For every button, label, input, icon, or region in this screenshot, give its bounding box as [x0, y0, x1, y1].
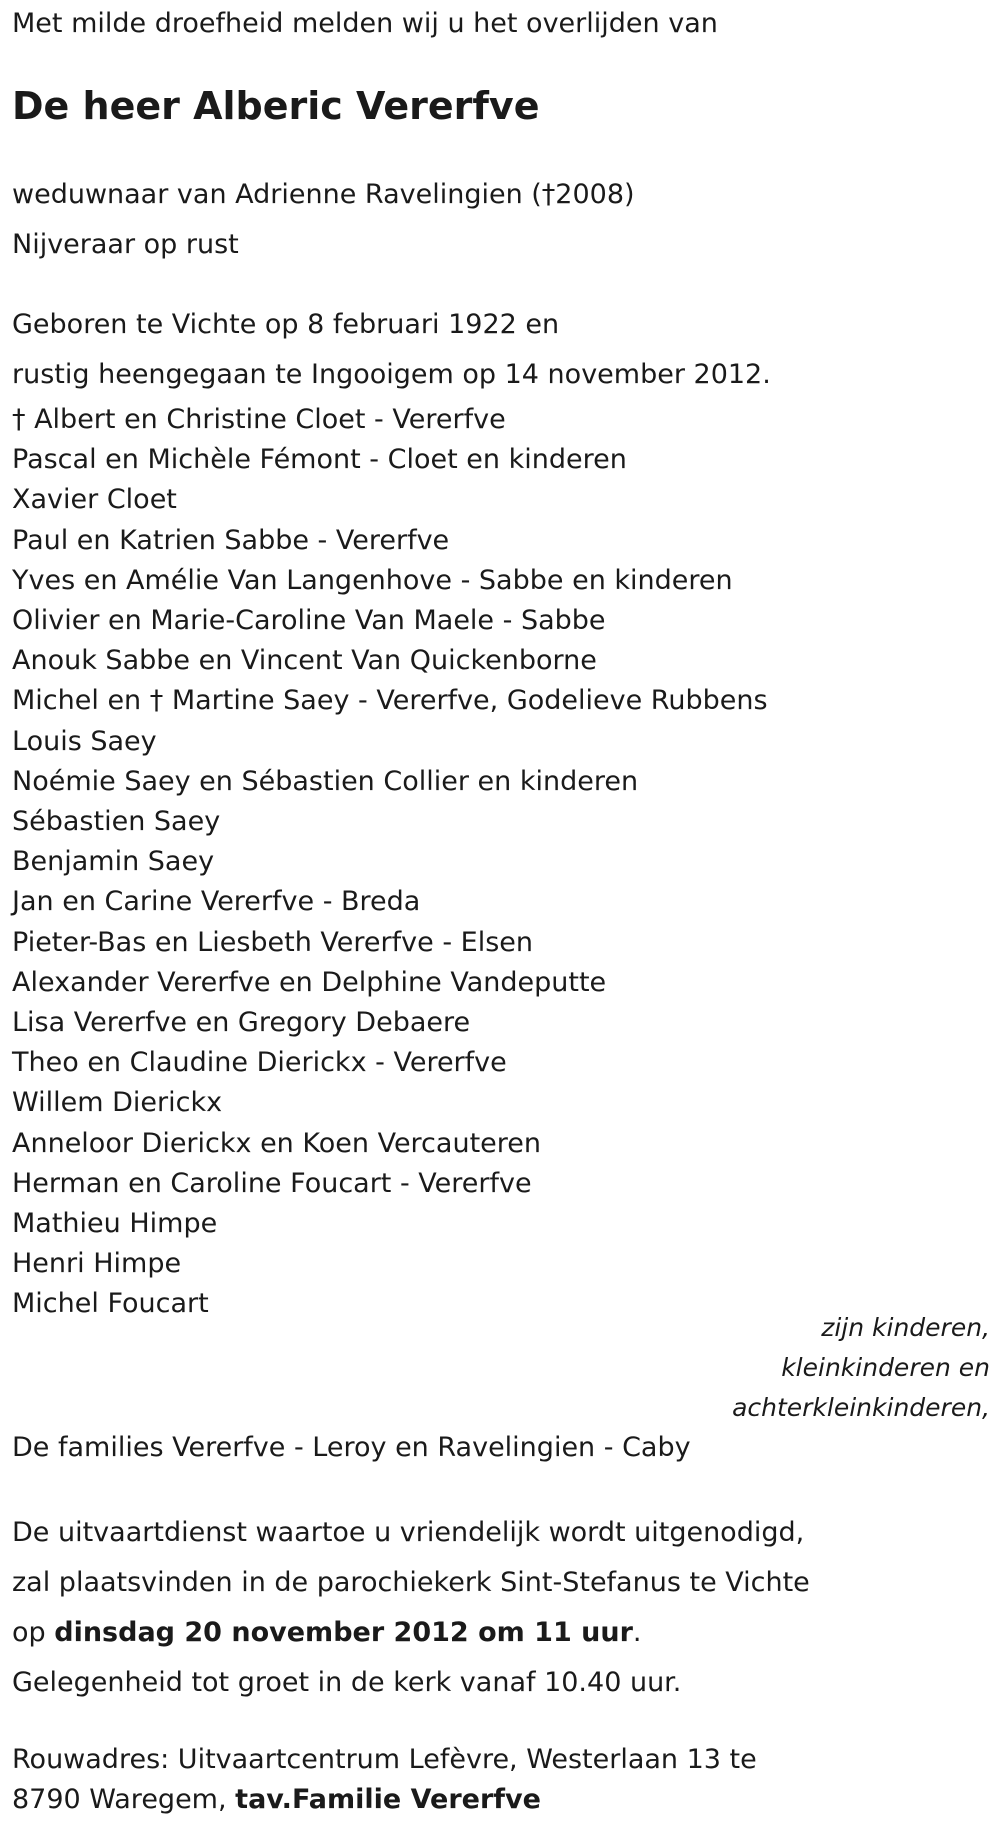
passing-line: rustig heengegaan te Ingooigem op 14 november 2012.: [12, 359, 771, 390]
birth-death-info: [12, 300, 771, 400]
family-member: Henri Himpe: [12, 1248, 182, 1280]
service-line-2: zal plaatsvinden in de parochiekerk Sint-Stefanus te Vichte: [12, 1567, 810, 1598]
family-member: Pieter-Bas en Liesbeth Vererfve - Elsen: [12, 926, 533, 958]
widower-line: weduwnaar van Adrienne Ravelingien (†2008): [12, 179, 635, 210]
address-attention: tav.Familie Vererfve: [235, 1784, 541, 1815]
birth-line: Geboren te Vichte op 8 februari 1922 en: [12, 309, 560, 340]
family-member: Lisa Vererfve en Gregory Debaere: [12, 1007, 471, 1039]
family-member: Michel Foucart: [12, 1288, 209, 1320]
family-member: Benjamin Saey: [12, 846, 215, 878]
family-member: Noémie Saey en Sébastien Collier en kinderen: [12, 765, 639, 797]
family-member: Alexander Vererfve en Delphine Vandeputte: [12, 966, 607, 998]
family-member: Pascal en Michèle Fémont - Cloet en kinderen: [12, 444, 627, 476]
family-member: Olivier en Marie-Caroline Van Maele - Sabbe: [12, 605, 606, 637]
intro-text: Met milde droefheid melden wij u het overlijden van: [12, 8, 718, 39]
family-member: Willem Dierickx: [12, 1087, 223, 1119]
family-member: Louis Saey: [12, 725, 157, 757]
family-member: Jan en Carine Vererfve - Breda: [12, 886, 421, 918]
family-list: [12, 400, 768, 1325]
address-city: 8790 Waregem,: [12, 1784, 236, 1815]
family-member: Theo en Claudine Dierickx - Vererfve: [12, 1047, 507, 1079]
relation-line: achterkleinkinderen,: [732, 1393, 990, 1422]
family-member: Paul en Katrien Sabbe - Vererfve: [12, 524, 450, 556]
relation-note: [390, 1308, 990, 1428]
family-member: Yves en Amélie Van Langenhove - Sabbe en kinderen: [12, 564, 733, 596]
deceased-name: De heer Alberic Vererfve: [12, 84, 540, 128]
family-member: Anneloor Dierickx en Koen Vercauteren: [12, 1127, 541, 1159]
families-line: De families Vererfve - Leroy en Ravelingien - Caby: [12, 1432, 691, 1463]
service-datetime-line: [12, 1608, 810, 1658]
family-member: Xavier Cloet: [12, 484, 177, 516]
family-member: Herman en Caroline Foucart - Vererfve: [12, 1167, 532, 1199]
address-line-2: [12, 1780, 757, 1820]
relation-line: kleinkinderen en: [781, 1353, 990, 1382]
mourning-address: [12, 1740, 757, 1820]
service-datetime-suffix: .: [632, 1617, 642, 1648]
family-member: Mathieu Himpe: [12, 1208, 218, 1240]
family-member: † Albert en Christine Cloet - Vererfve: [12, 404, 506, 435]
service-line-1: De uitvaartdienst waartoe u vriendelijk wordt uitgenodigd,: [12, 1517, 805, 1548]
deceased-details: [12, 170, 635, 270]
occupation-line: Nijveraar op rust: [12, 229, 239, 260]
relation-line: zijn kinderen,: [821, 1313, 990, 1342]
family-member: Anouk Sabbe en Vincent Van Quickenborne: [12, 645, 597, 677]
address-line-1: Rouwadres: Uitvaartcentrum Lefèvre, Westerlaan 13 te: [12, 1744, 757, 1775]
family-member: Sébastien Saey: [12, 806, 221, 838]
service-datetime-prefix: op: [12, 1617, 55, 1648]
funeral-service-info: [12, 1508, 810, 1708]
service-datetime: dinsdag 20 november 2012 om 11 uur: [54, 1617, 633, 1648]
family-member: Michel en † Martine Saey - Vererfve, Godelieve Rubbens: [12, 685, 768, 717]
service-line-4: Gelegenheid tot groet in de kerk vanaf 10.40 uur.: [12, 1667, 682, 1698]
